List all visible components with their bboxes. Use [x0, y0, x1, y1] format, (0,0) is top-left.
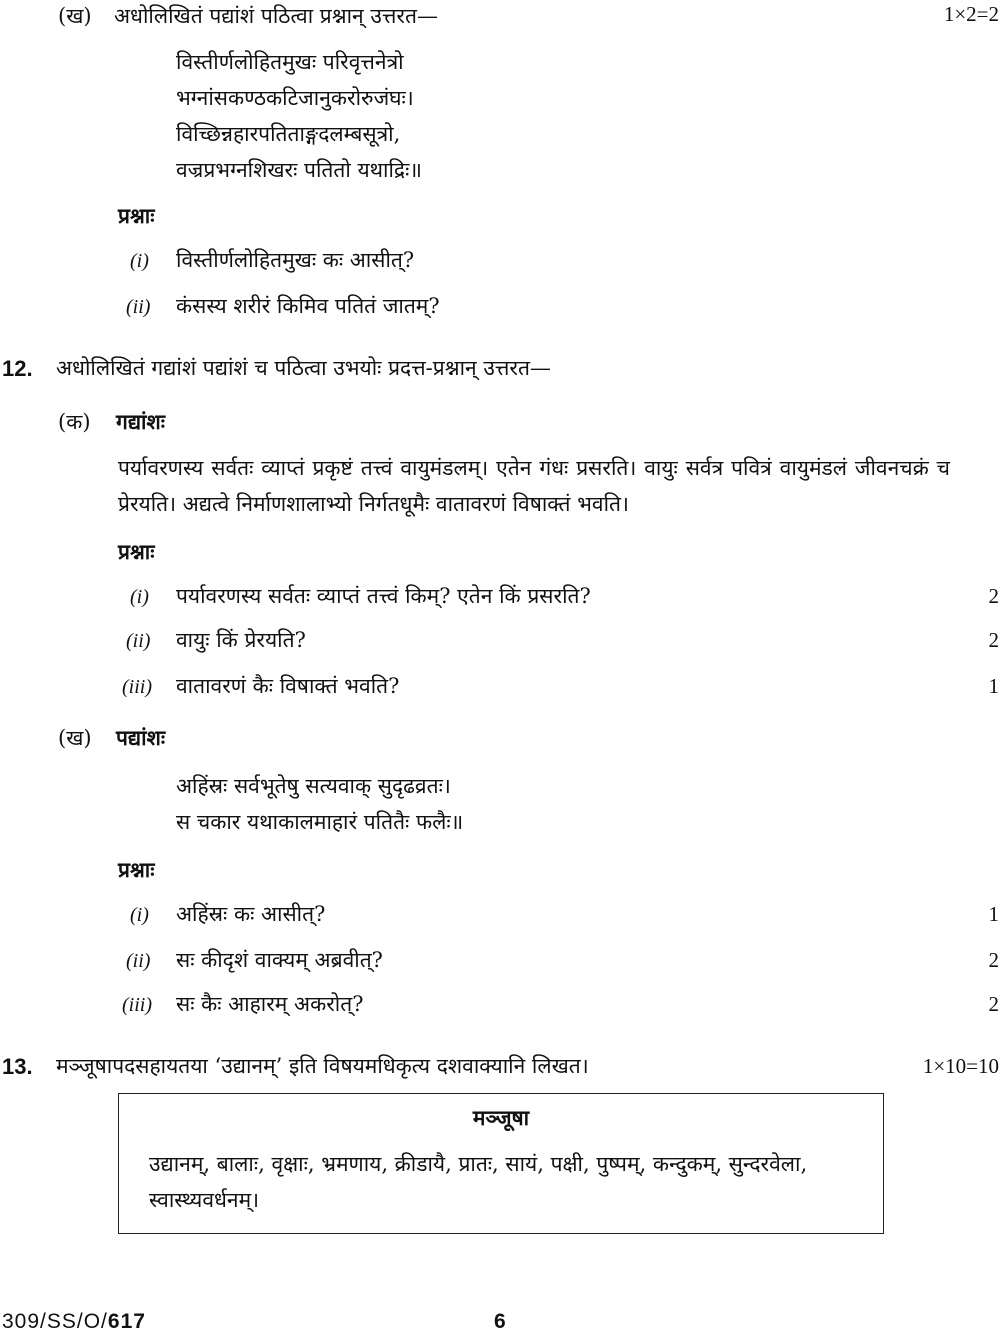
footer-code-bold: 617 — [107, 1310, 146, 1333]
q12a-question-3-marks: 1 — [988, 674, 999, 698]
q11b-question-1-num: (i) — [130, 250, 149, 272]
q11b-verse-line-2: भग्नांसकण्ठकटिजानुकरोरुजंघः। — [176, 86, 414, 110]
q12-number: 12. — [2, 356, 33, 381]
q12a-title: गद्यांशः — [116, 409, 166, 434]
word-box-words: उद्यानम्, बालाः, वृक्षाः, भ्रमणाय, क्रीडायै, प्रातः, सायं, पक्षी, पुष्पम्, कन्दुकम्, सुन्दरवेला, स्वास्थ्यवर्धनम्। — [149, 1152, 808, 1212]
q11b-question-2-num: (ii) — [126, 296, 151, 318]
q12a-question-2-marks: 2 — [988, 628, 999, 652]
word-box — [118, 1093, 884, 1234]
q12b-verse-line-1: अहिंस्रः सर्वभूतेषु सत्यवाक् सुदृढव्रतः। — [176, 774, 451, 798]
q12b-title: पद्यांशः — [116, 725, 166, 750]
q11b-instruction: अधोलिखितं पद्यांशं पठित्वा प्रश्नान् उत्तरत— — [114, 4, 438, 28]
q12a-question-1-marks: 2 — [988, 584, 999, 608]
q11b-marks: 1×2=2 — [943, 2, 999, 26]
q12a-passage: पर्यावरणस्य सर्वतः व्याप्तं प्रकृष्टं तत्त्वं वायुमंडलम्। एतेन गंधः प्रसरति। वायुः सर्वत्र पवित्रं वायुमंडलं जीवनचक्रं च प्रेरयति। अद्यत्वे निर्माणशालाभ्यो निर्गतधूमैः वातावरणं विषाक्तं भवति। — [118, 456, 950, 516]
q13-instruction: मञ्जूषापदसहायतया ‘उद्यानम्’ इति विषयमधिकृत्य दशवाक्यानि लिखत। — [56, 1054, 589, 1078]
q13-number: 13. — [2, 1054, 33, 1079]
q12b-label: (ख) — [58, 726, 92, 750]
q12b-question-3-marks: 2 — [988, 992, 999, 1016]
q12b-question-2-num: (ii) — [126, 950, 151, 972]
q11b-question-1-text: विस्तीर्णलोहितमुखः कः आसीत्? — [176, 248, 415, 272]
q11b-label: (ख) — [58, 4, 92, 28]
q12b-question-3-text: सः कैः आहारम् अकरोत्? — [176, 992, 364, 1016]
q12a-questions-heading: प्रश्नाः — [118, 539, 155, 564]
page-number: 6 — [494, 1310, 506, 1333]
q11b-questions-heading: प्रश्नाः — [118, 203, 155, 228]
footer-code — [2, 1310, 146, 1334]
q12b-verse-line-2: स चकार यथाकालमाहारं पतितैः फलैः॥ — [176, 810, 464, 834]
q12a-label: (क) — [58, 410, 91, 434]
footer-code-prefix: 309/SS/O/ — [2, 1310, 108, 1333]
q12b-question-1-num: (i) — [130, 904, 149, 926]
q11b-verse-line-1: विस्तीर्णलोहितमुखः परिवृत्तनेत्रो — [176, 50, 404, 74]
q11b-question-2-text: कंसस्य शरीरं किमिव पतितं जातम्? — [176, 294, 440, 318]
q12b-question-3-num: (iii) — [122, 994, 152, 1016]
q12b-question-1-text: अहिंस्रः कः आसीत्? — [176, 902, 326, 926]
q12a-question-2-text: वायुः किं प्रेरयति? — [176, 628, 306, 652]
q12b-question-1-marks: 1 — [988, 902, 999, 926]
q12b-question-2-text: सः कीदृशं वाक्यम् अब्रवीत्? — [176, 948, 383, 972]
q11b-verse-line-3: विच्छिन्नहारपतिताङ्गदलम्बसूत्रो, — [176, 122, 401, 146]
q12a-question-1-num: (i) — [130, 586, 149, 608]
q12a-question-3-text: वातावरणं कैः विषाक्तं भवति? — [176, 674, 400, 698]
q12a-question-2-num: (ii) — [126, 630, 151, 652]
q12b-questions-heading: प्रश्नाः — [118, 857, 155, 882]
word-box-title: मञ्जूषा — [472, 1105, 530, 1130]
q13-marks: 1×10=10 — [922, 1054, 999, 1078]
q12a-question-1-text: पर्यावरणस्य सर्वतः व्याप्तं तत्त्वं किम्? एतेन किं प्रसरति? — [176, 584, 591, 608]
q12a-question-3-num: (iii) — [122, 676, 152, 698]
q11b-verse-line-4: वज्रप्रभग्नशिखरः पतितो यथाद्रिः॥ — [176, 158, 422, 182]
q12-instruction: अधोलिखितं गद्यांशं पद्यांशं च पठित्वा उभयोः प्रदत्त-प्रश्नान् उत्तरत— — [56, 356, 551, 380]
q12b-question-2-marks: 2 — [988, 948, 999, 972]
